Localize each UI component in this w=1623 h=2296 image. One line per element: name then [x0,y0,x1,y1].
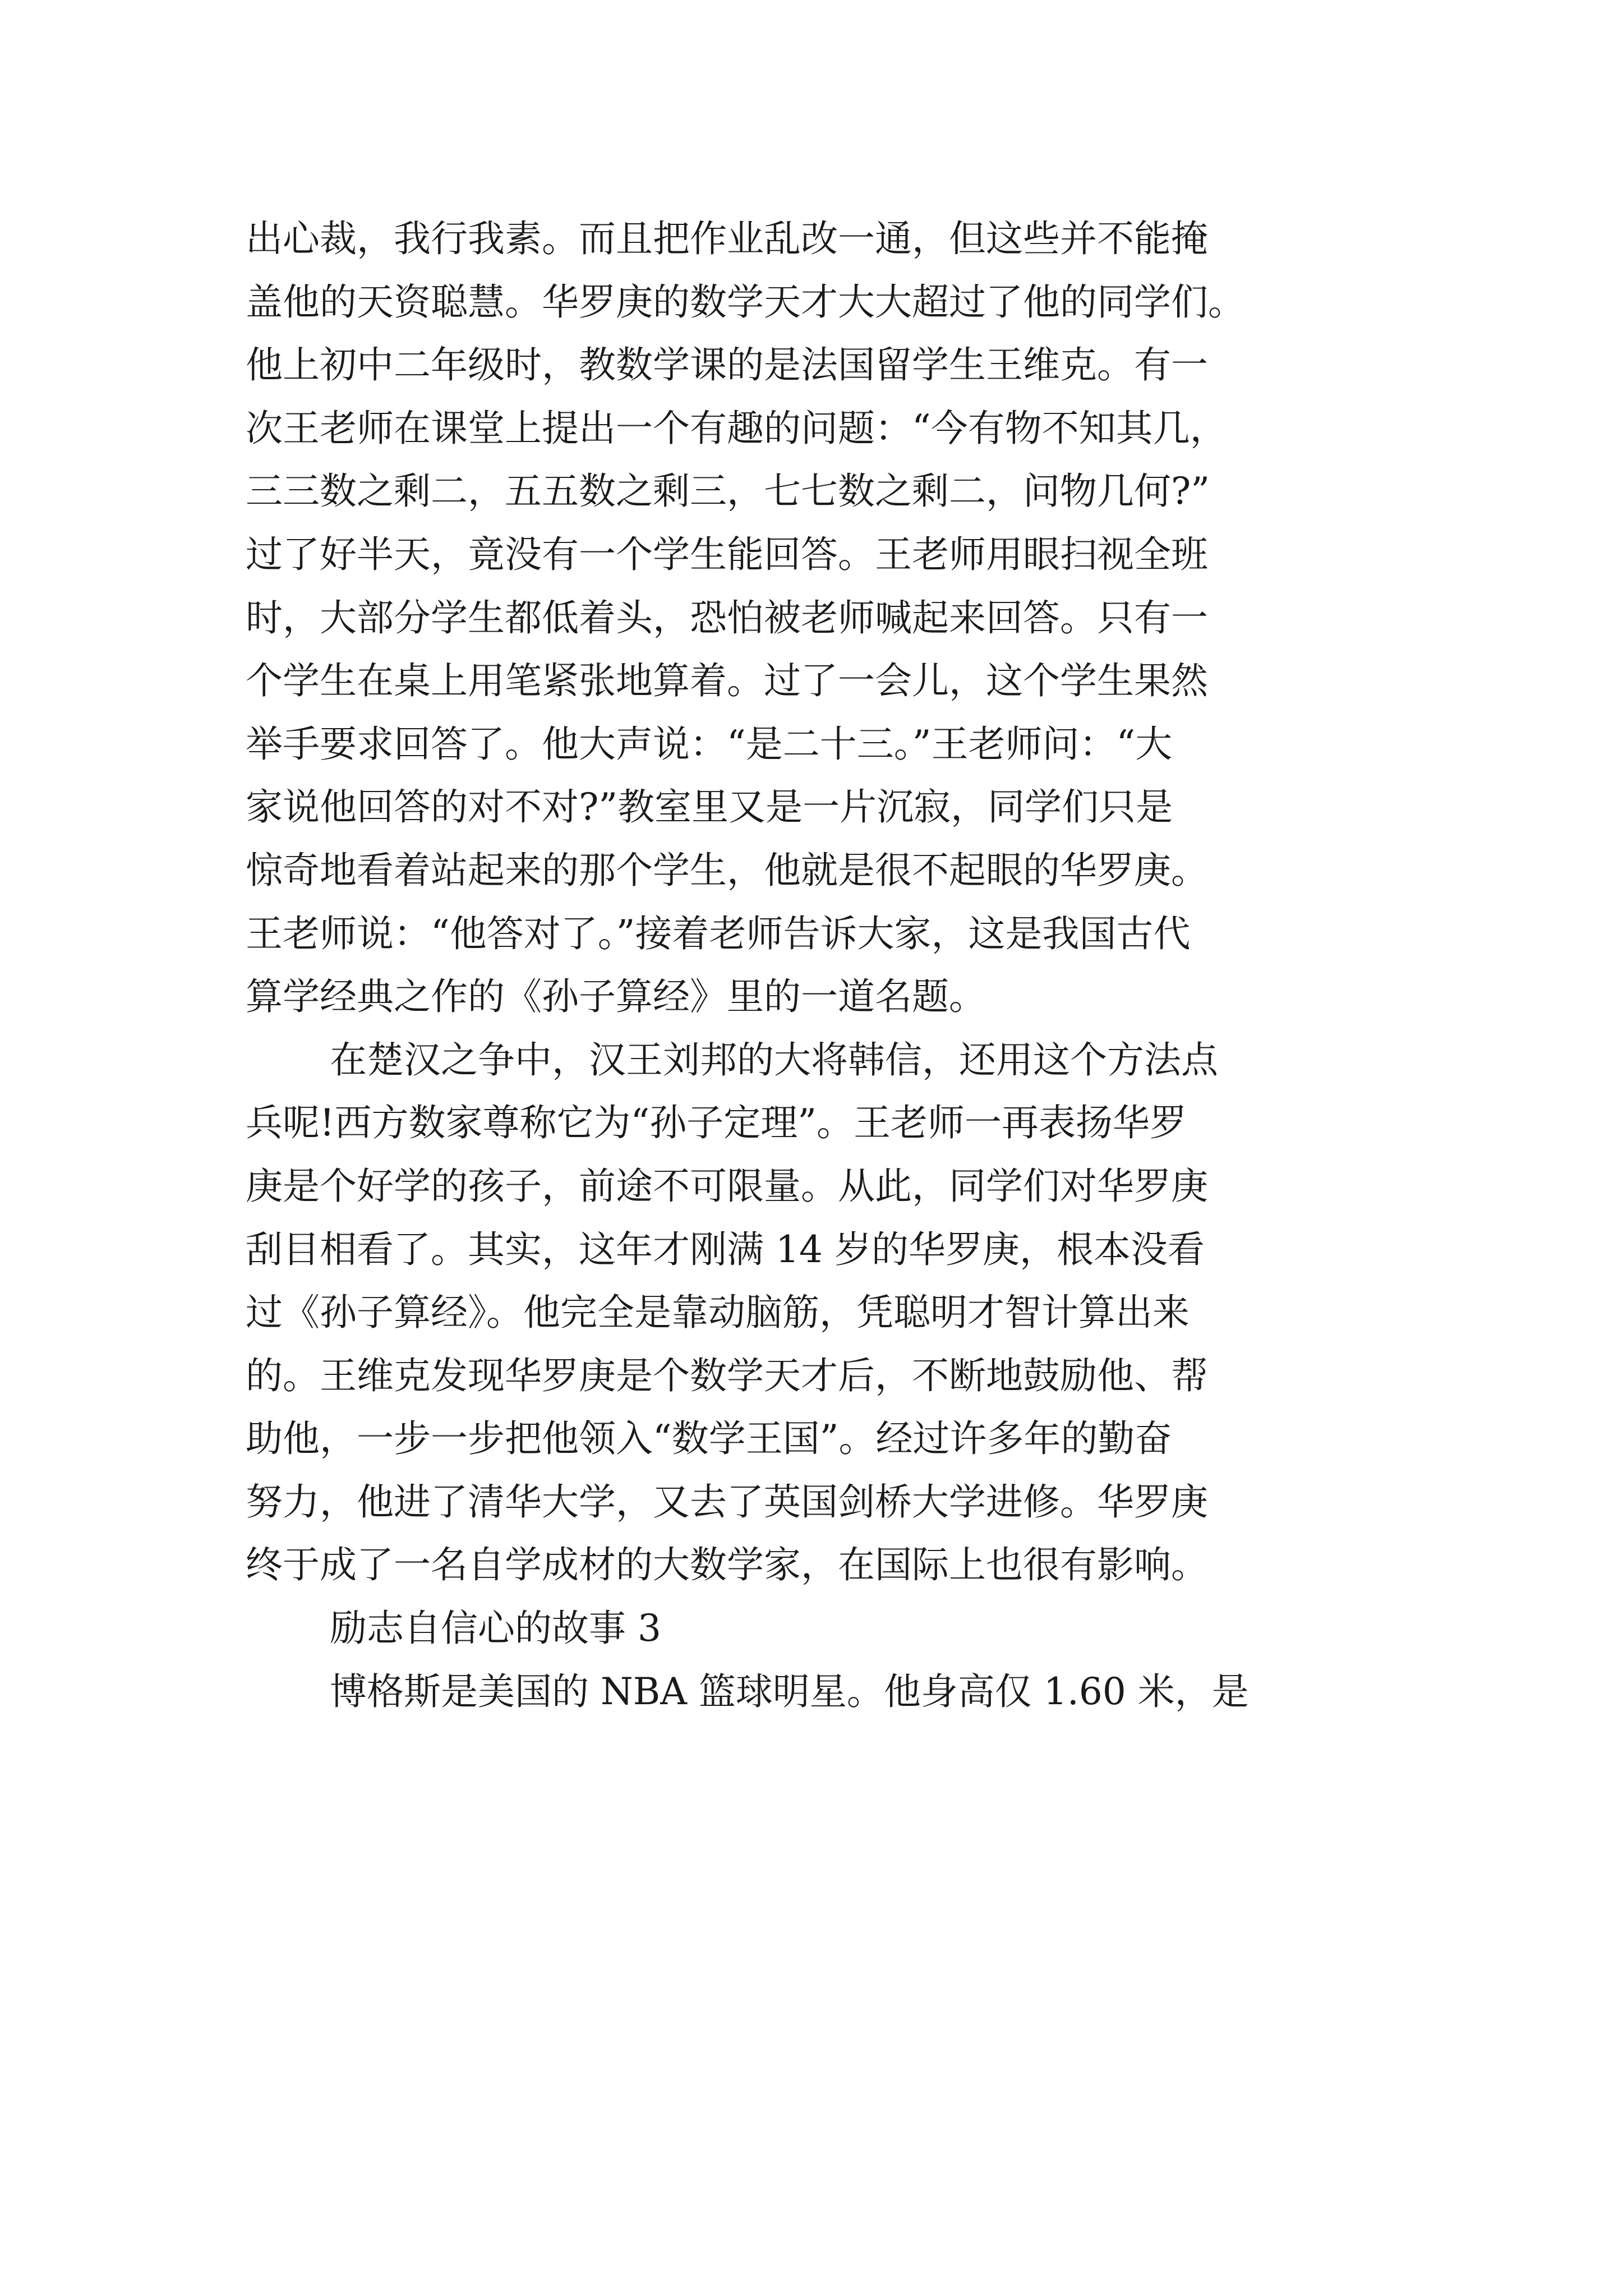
text-line: 在楚汉之争中，汉王刘邦的大将韩信，还用这个方法点 [330,1038,1218,1082]
text-line: 过了好半天，竟没有一个学生能回答。王老师用眼扫视全班 [246,532,1208,576]
text-line: 博格斯是美国的 NBA 篮球明星。他身高仅 1.60 米，是 [330,1669,1249,1713]
text-line: 他上初中二年级时，教数学课的是法国留学生王维克。有一 [246,343,1208,387]
text-line: 刮目相看了。其实，这年才刚满 14 岁的华罗庚，根本没看 [246,1227,1205,1271]
text-line: 惊奇地看着站起来的那个学生，他就是很不起眼的华罗庚。 [246,848,1208,892]
text-line: 助他，一步一步把他领入“数学王国”。经过许多年的勤奋 [246,1417,1172,1461]
text-line: 三三数之剩二，五五数之剩三，七七数之剩二，问物几何?” [246,470,1210,513]
text-line: 盖他的天资聪慧。华罗庚的数学天才大大超过了他的同学们。 [246,280,1245,324]
text-line: 个学生在桌上用笔紧张地算着。过了一会儿，这个学生果然 [246,659,1208,703]
text-line: 算学经典之作的《孙子算经》里的一道名题。 [246,975,986,1019]
text-line: 家说他回答的对不对?”教室里又是一片沉寂，同学们只是 [246,785,1173,829]
text-line: 时，大部分学生都低着头，恐怕被老师喊起来回答。只有一 [246,596,1208,639]
text-line: 王老师说：“他答对了。”接着老师告诉大家，这是我国古代 [246,912,1191,955]
text-line: 努力，他进了清华大学，又去了英国剑桥大学进修。华罗庚 [246,1480,1208,1524]
body-text [246,208,1390,1723]
text-line: 过《孙子算经》。他完全是靠动脑筋，凭聪明才智计算出来 [246,1291,1189,1335]
text-line: 的。王维克发现华罗庚是个数学天才后，不断地鼓励他、帮 [246,1354,1208,1397]
text-line: 庚是个好学的孩子，前途不可限量。从此，同学们对华罗庚 [246,1164,1208,1208]
text-line: 励志自信心的故事 3 [330,1607,661,1650]
text-line: 出心裁，我行我素。而且把作业乱改一通，但这些并不能掩 [246,217,1208,260]
text-line: 举手要求回答了。他大声说：“是二十三。”王老师问：“大 [246,722,1173,766]
text-line: 次王老师在课堂上提出一个有趣的问题：“今有物不知其几， [246,406,1227,450]
text-line: 终于成了一名自学成材的大数学家，在国际上也很有影响。 [246,1543,1208,1587]
text-line: 兵呢!西方数家尊称它为“孙子定理”。王老师一再表扬华罗 [246,1101,1187,1145]
